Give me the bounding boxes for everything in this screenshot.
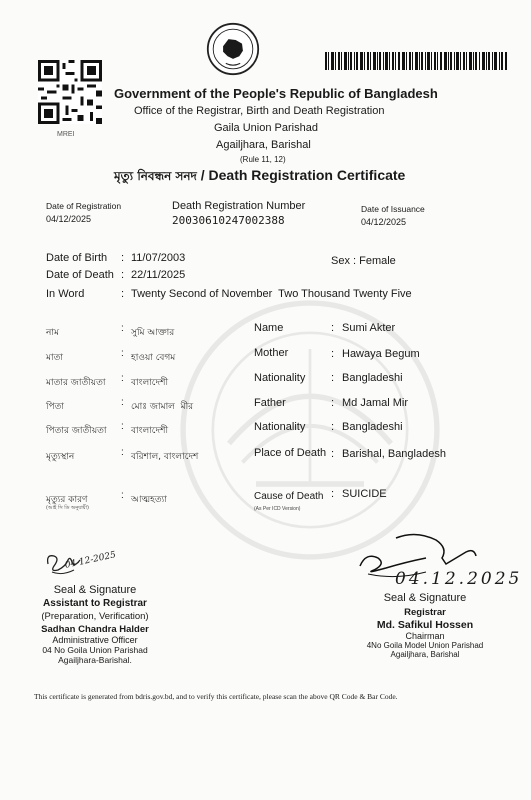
bn-colon: :: [121, 373, 124, 384]
en-label-father-nationality: Nationality: [254, 421, 306, 433]
bn-label-father: পিতা: [46, 402, 65, 412]
right-org: 4No Goila Model Union Parishad: [366, 641, 484, 650]
qr-caption: MREI: [57, 131, 75, 138]
verification-footer: This certificate is generated from bdris.gov.bd, and to verify this certificate, please scan the above QR Code & Bar Code.: [34, 692, 398, 701]
barcode-icon: [325, 52, 507, 70]
right-title: Chairman: [405, 631, 445, 641]
left-seal-line: Seal & Signature: [53, 584, 137, 596]
left-name: Sadhan Chandra Halder: [41, 624, 149, 635]
watermark-emblem-icon: [175, 295, 445, 565]
en-label-father: Father: [254, 397, 286, 409]
en-colon: :: [331, 448, 335, 460]
en-label-place-of-death: Place of Death: [254, 447, 327, 459]
bn-value-father-nationality: বাংলাদেশী: [131, 426, 169, 436]
en-value-mother: Hawaya Begum: [342, 348, 420, 360]
en-note-cause: (As Per ICD Version): [254, 506, 301, 512]
right-place: Agailjhara, Barishal: [390, 650, 460, 659]
left-title: Administrative Officer: [52, 635, 138, 645]
en-label-mother-nationality: Nationality: [254, 372, 306, 384]
en-colon: :: [331, 372, 335, 384]
en-label-cause: Cause of Death: [254, 491, 324, 502]
left-handwritten-date: 04-12-2025: [64, 550, 117, 571]
certificate-title-en: Death Registration Certificate: [208, 167, 406, 183]
dod-value: 22/11/2025: [131, 269, 186, 281]
en-colon: :: [331, 322, 335, 334]
qr-code-icon: [38, 60, 102, 124]
date-of-issuance-value: 04/12/2025: [361, 217, 407, 227]
en-value-mother-nationality: Bangladeshi: [342, 372, 403, 384]
bn-colon: :: [121, 490, 124, 501]
sex-value: Sex : Female: [331, 255, 396, 267]
left-org: 04 No Goila Union Parishad: [42, 645, 148, 655]
en-colon: :: [331, 397, 335, 409]
right-seal-line: Seal & Signature: [383, 592, 467, 604]
bn-note-cause: (আই সি ডি অনুযায়ী): [46, 505, 89, 511]
left-place: Agailjhara-Barishal.: [58, 655, 132, 665]
en-colon: :: [331, 421, 335, 433]
bn-label-mother: মাতা: [46, 353, 63, 363]
bn-value-mother: হাওয়া বেগম: [131, 353, 176, 363]
bn-colon: :: [121, 421, 124, 432]
en-colon: :: [331, 488, 335, 500]
bn-value-father: মোঃ জামাল মীর: [131, 402, 194, 412]
en-colon: :: [331, 348, 335, 360]
left-duty: (Preparation, Verification): [41, 611, 149, 622]
left-role: Assistant to Registrar: [43, 598, 147, 609]
dob-label: Date of Birth: [46, 252, 108, 264]
dob-value: 11/07/2003: [131, 252, 186, 264]
certificate-title-bn: মৃত্যু নিবন্ধন সনদ: [114, 169, 197, 183]
en-label-mother: Mother: [254, 347, 289, 359]
date-of-registration-value: 04/12/2025: [46, 214, 92, 224]
bn-value-place-of-death: বরিশাল, বাংলাদেশ: [131, 452, 199, 462]
office-heading: Office of the Registrar, Birth and Death Registration: [134, 105, 385, 117]
government-heading: Government of the People's Republic of Bangladesh: [114, 86, 438, 101]
bn-label-place-of-death: মৃত্যুস্থান: [46, 452, 75, 462]
certificate-title: [114, 167, 405, 188]
in-word-value: Twenty Second of November Two Thousand Twenty Five: [131, 288, 412, 300]
en-label-name: Name: [254, 322, 284, 334]
right-handwritten-date: 04.12.2025: [395, 569, 523, 589]
dod-colon: :: [121, 269, 125, 281]
left-signature-block: [20, 584, 170, 665]
en-value-cause: SUICIDE: [342, 488, 387, 500]
rule-reference: (Rule 11, 12): [240, 155, 286, 164]
en-value-father-nationality: Bangladeshi: [342, 421, 403, 433]
registration-number-label: Death Registration Number: [172, 200, 306, 212]
bn-label-cause: মৃত্যুর কারণ: [46, 495, 88, 505]
bn-colon: :: [121, 447, 124, 458]
bn-value-name: সুমি আক্তার: [131, 328, 175, 338]
bn-label-mother-nationality: মাতার জাতীয়তা: [46, 378, 106, 388]
dob-colon: :: [121, 252, 125, 264]
in-word-colon: :: [121, 288, 125, 300]
bn-label-name: নাম: [46, 328, 59, 338]
bn-label-father-nationality: পিতার জাতীয়তা: [46, 426, 107, 436]
date-of-registration-label: Date of Registration: [46, 201, 122, 211]
right-role: Registrar: [404, 607, 446, 618]
right-signature-block: [340, 592, 510, 659]
registration-number-value: 20030610247002388: [172, 214, 285, 227]
title-separator: /: [196, 167, 209, 183]
place-heading: Agailjhara, Barishal: [216, 139, 311, 151]
en-value-place-of-death: Barishal, Bangladesh: [342, 448, 446, 460]
in-word-label: In Word: [46, 288, 85, 300]
bn-value-cause: আত্মহত্যা: [131, 495, 167, 505]
union-heading: Gaila Union Parishad: [214, 122, 318, 134]
en-value-name: Sumi Akter: [342, 322, 396, 334]
dod-label: Date of Death: [46, 269, 114, 281]
government-seal-icon: [206, 22, 260, 76]
bn-colon: :: [121, 323, 124, 334]
bn-value-mother-nationality: বাংলাদেশী: [131, 378, 169, 388]
bn-colon: :: [121, 348, 124, 359]
bn-colon: :: [121, 397, 124, 408]
date-of-issuance-label: Date of Issuance: [361, 204, 425, 214]
en-value-father: Md Jamal Mir: [342, 397, 409, 409]
right-name: Md. Safikul Hossen: [376, 619, 474, 631]
